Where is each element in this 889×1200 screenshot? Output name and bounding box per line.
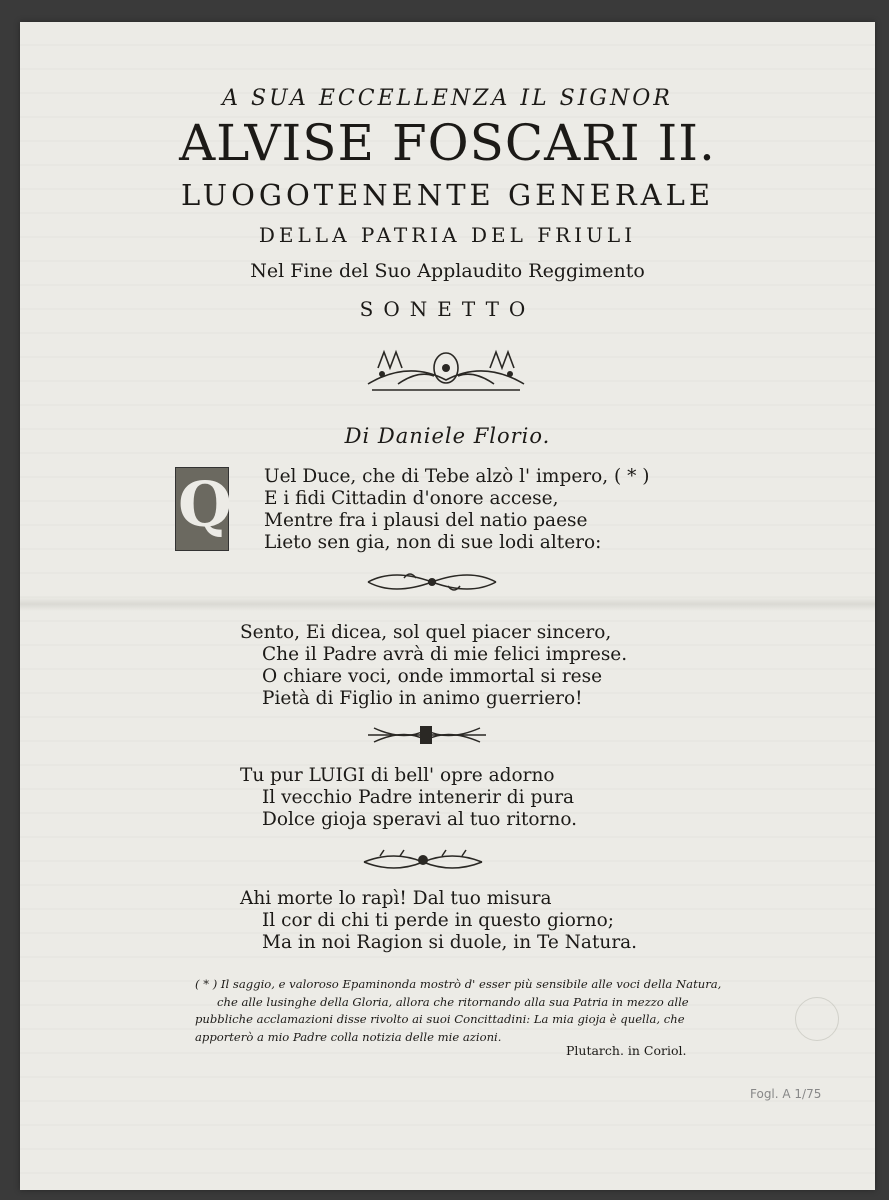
verse-line: Tu pur LUIGI di bell' opre adorno: [240, 765, 555, 786]
genre-title: SONETTO: [359, 297, 536, 321]
stanza-4: [240, 888, 637, 954]
verse-line: Dolce gioja speravi al tuo ritorno.: [262, 809, 578, 830]
verse-line: Mentre fra i plausi del natio paese: [264, 510, 588, 531]
footnote-line: ( * ) Il saggio, e valoroso Epaminonda mostrò d' esser più sensibile alle voci della Natura,: [195, 977, 722, 991]
verse-line: Uel Duce, che di Tebe alzò l' impero, ( * ): [264, 466, 650, 487]
verse-line: Pietà di Figlio in animo guerriero!: [262, 688, 583, 709]
verse-line: Lieto sen gia, non di sue lodi altero:: [264, 532, 602, 553]
office-title: LUOGOTENENTE GENERALE: [180, 178, 715, 212]
verse-line: Che il Padre avrà di mie felici imprese.: [262, 644, 628, 665]
verse-line: Ma in noi Ragion si duole, in Te Natura.: [262, 932, 638, 953]
verse-line: Il vecchio Padre intenerir di pura: [262, 787, 575, 808]
verse-line: E i fidi Cittadin d'onore accese,: [264, 488, 559, 509]
stanza-2: [240, 622, 627, 710]
document-sheet: [20, 22, 875, 1190]
drop-cap-initial: [175, 467, 233, 551]
footnote: [195, 976, 722, 1046]
verse-line: Ahi morte lo rapì! Dal tuo misura: [240, 888, 552, 909]
paper-fold: [20, 597, 875, 611]
drop-cap-letter: Q: [178, 468, 233, 541]
verse-line: O chiare voci, onde immortal si rese: [262, 666, 603, 687]
footnote-line: apporterò a mio Padre colla notizia delle mie azioni.: [195, 1029, 502, 1044]
footnote-line: che alle lusinghe della Gloria, allora che ritornando alla sua Patria in mezzo alle: [217, 994, 689, 1009]
dedication-line: A SUA ECCELLENZA IL SIGNOR: [222, 86, 673, 111]
verse-line: Sento, Ei dicea, sol quel piacer sincero,: [240, 622, 612, 643]
stanza-1: [264, 466, 649, 554]
floral-ornament-icon: [360, 846, 486, 876]
verse-line: Il cor di chi ti perde in questo giorno;: [262, 910, 614, 931]
trophy-ornament-icon: [364, 720, 490, 750]
library-stamp: [795, 997, 839, 1041]
footnote-line: pubbliche acclamazioni disse rivolto ai suoi Concittadini: La mia gioja è quella, che: [195, 1012, 685, 1026]
stanza-3: [240, 765, 577, 831]
author-line: Di Daniele Florio.: [344, 424, 551, 448]
vine-ornament-icon: [364, 566, 500, 598]
headpiece-ornament-icon: [358, 340, 534, 396]
region-line: DELLA PATRIA DEL FRIULI: [258, 223, 637, 247]
shelfmark-label: Fogl. A 1/75: [750, 1087, 822, 1101]
occasion-line: Nel Fine del Suo Applaudito Reggimento: [250, 260, 645, 282]
honoree-name: ALVISE FOSCARI II.: [179, 114, 716, 172]
source-citation: Plutarch. in Coriol.: [566, 1043, 687, 1058]
